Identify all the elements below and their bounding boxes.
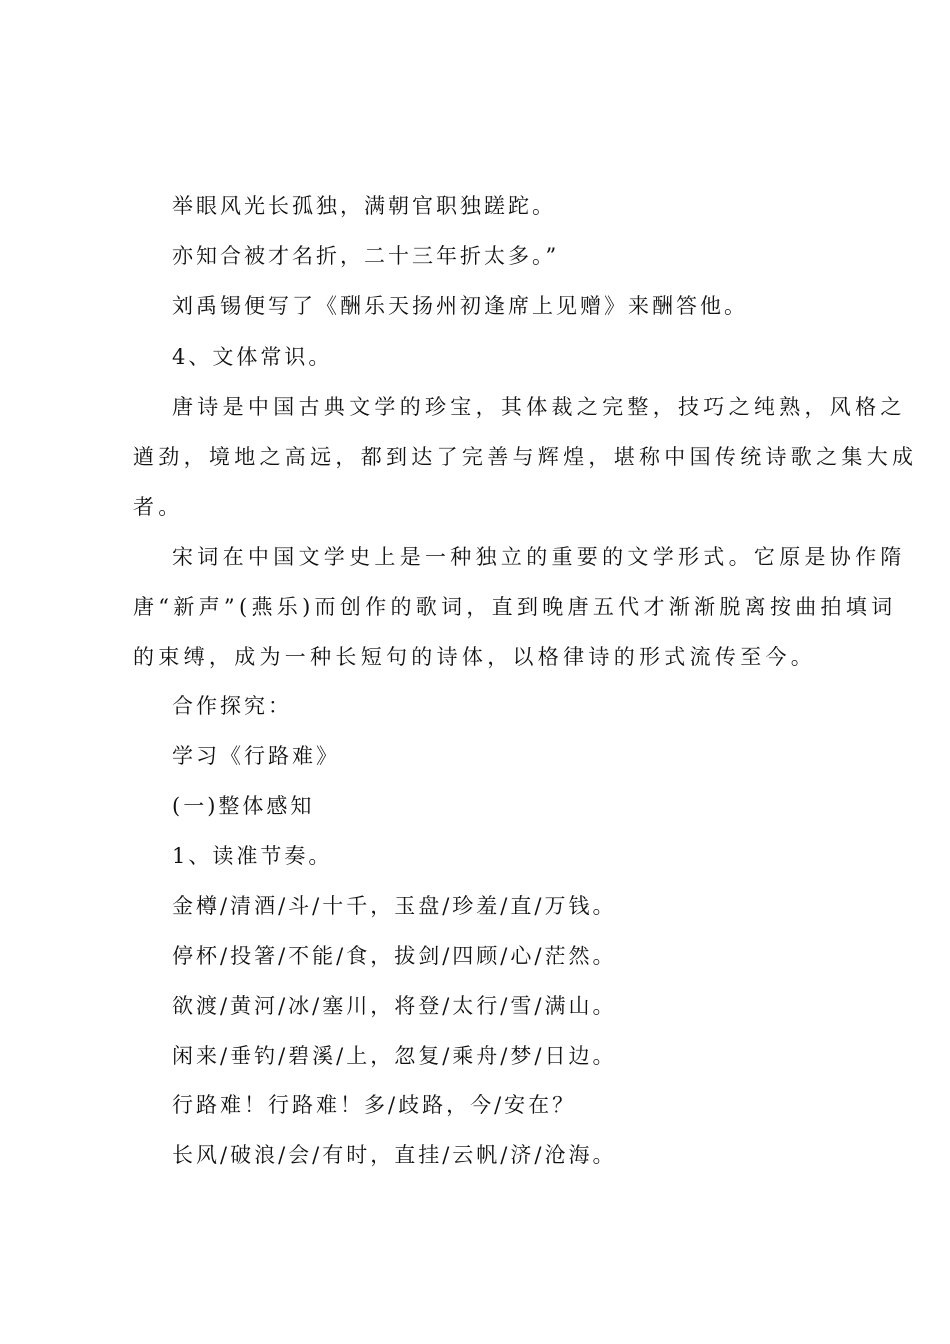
section-heading: 合作探究： bbox=[172, 694, 292, 718]
poem-line: 金樽/清酒/斗/十千，玉盘/珍羞/直/万钱。 bbox=[172, 894, 617, 918]
section-heading: 1、读准节奏。 bbox=[172, 844, 333, 868]
body-text-line: 刘禹锡便写了《酬乐天扬州初逢席上见赠》来酬答他。 bbox=[172, 294, 748, 318]
poem-line: 亦知合被才名折，二十三年折太多。” bbox=[172, 244, 560, 268]
poem-line: 行路难！行路难！多/歧路，今/安在？ bbox=[172, 1093, 577, 1117]
paragraph-line: 唐“新声”(燕乐)而创作的歌词，直到晚唐五代才渐渐脱离按曲拍填词 bbox=[133, 595, 897, 619]
section-heading: 学习《行路难》 bbox=[172, 744, 340, 768]
poem-line: 停杯/投箸/不能/食，拔剑/四顾/心/茫然。 bbox=[172, 944, 617, 968]
paragraph-line: 者。 bbox=[133, 495, 184, 519]
poem-line: 举眼风光长孤独，满朝官职独蹉跎。 bbox=[172, 194, 556, 218]
poem-line: 欲渡/黄河/冰/塞川，将登/太行/雪/满山。 bbox=[172, 994, 617, 1018]
poem-line: 长风/破浪/会/有时，直挂/云帆/济/沧海。 bbox=[172, 1143, 617, 1167]
section-heading: (一)整体感知 bbox=[172, 794, 315, 818]
paragraph-line: 唐诗是中国古典文学的珍宝，其体裁之完整，技巧之纯熟，风格之 bbox=[172, 395, 906, 419]
poem-line: 闲来/垂钓/碧溪/上，忽复/乘舟/梦/日边。 bbox=[172, 1044, 617, 1068]
section-heading: 4、文体常识。 bbox=[172, 345, 333, 369]
paragraph-line: 遒劲，境地之高远，都到达了完善与辉煌，堪称中国传统诗歌之集大成 bbox=[133, 445, 918, 469]
paragraph-line: 宋词在中国文学史上是一种独立的重要的文学形式。它原是协作隋 bbox=[172, 545, 906, 569]
paragraph-line: 的束缚，成为一种长短句的诗体，以格律诗的形式流传至今。 bbox=[133, 645, 817, 669]
